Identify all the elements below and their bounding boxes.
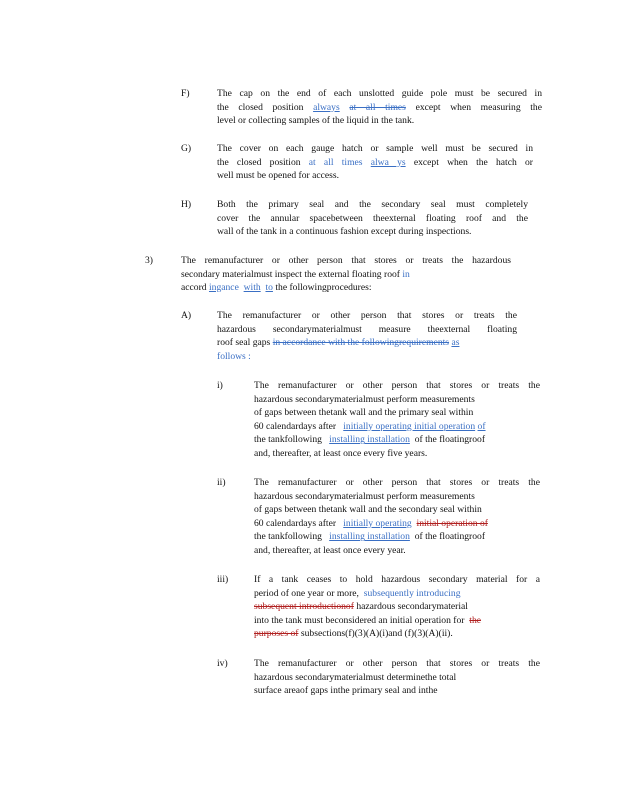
- item-label-iii: iii): [217, 574, 229, 585]
- paragraph-h-line-1: Both the primary seal and the secondary seal must completely: [217, 199, 528, 210]
- insertion: always: [313, 101, 340, 113]
- paragraph-3-line-2: secondary materialmust inspect the external floating roof in: [181, 268, 410, 280]
- insertion: to: [265, 282, 273, 294]
- paragraph-h-line-2: cover the annular spacebetween theexternal floating roof and the: [217, 212, 528, 224]
- deletion: purposes of: [254, 628, 299, 640]
- paragraph-h: [217, 198, 528, 239]
- paragraph-iii-line-4: into the tank must beconsidered an initial operation for the: [254, 614, 482, 626]
- paragraph-ii: [254, 476, 540, 558]
- paragraph-i: [254, 379, 540, 461]
- paragraph-a-line-2: hazardous secondarymaterialmust measure theexternal floating: [217, 323, 517, 335]
- paragraph-i-line-2: hazardous secondarymaterialmust perform measurements: [254, 393, 475, 405]
- paragraph-a-line-3: roof seal gaps in accordance with the followingrequirements as: [217, 337, 460, 349]
- item-label-g: G): [181, 143, 192, 154]
- deletion: initial operation of: [416, 517, 488, 529]
- insertion: in: [402, 268, 410, 280]
- insertion: installing installation: [329, 531, 410, 543]
- insertion: initially operating initial operation: [343, 420, 476, 432]
- deletion: at all times: [349, 101, 406, 113]
- paragraph-iii-line-2: period of one year or more, subsequently introducing: [254, 587, 461, 599]
- insertion: at all times: [308, 156, 363, 168]
- paragraph-g-line-1: The cover on each gauge hatch or sample well must be secured in: [217, 143, 533, 154]
- paragraph-iii: [254, 573, 540, 641]
- paragraph-g-line-3: well must be opened for access.: [217, 170, 340, 182]
- paragraph-g: [217, 142, 533, 183]
- paragraph-3: [181, 254, 511, 295]
- insertion: with: [243, 282, 261, 294]
- paragraph-iv: [254, 657, 540, 698]
- insertion: as: [451, 337, 460, 349]
- paragraph-i-line-6: and, thereafter, at least once every five years.: [254, 447, 428, 459]
- paragraph-a-line-4: follows :: [217, 350, 251, 362]
- paragraph-iv-line-3: surface areaof gaps inthe primary seal and inthe: [254, 685, 438, 697]
- deletion: subsequent introductionof: [254, 601, 354, 613]
- paragraph-i-line-1: The remanufacturer or other person that stores or treats the: [254, 380, 540, 391]
- deletion: in accordance with the followingrequirements: [272, 337, 450, 349]
- paragraph-a-line-1: The remanufacturer or other person that stores or treats the: [217, 310, 517, 321]
- insertion: alwa ys: [370, 156, 406, 168]
- insertion: subsequently introducing: [363, 587, 461, 599]
- paragraph-i-line-4: 60 calendardays after initially operating initial operation of: [254, 420, 486, 432]
- paragraph-i-line-3: of gaps between thetank wall and the primary seal within: [254, 407, 474, 419]
- insertion: ing: [208, 282, 222, 294]
- paragraph-ii-line-6: and, thereafter, at least once every year.: [254, 544, 406, 556]
- deletion: the: [469, 614, 482, 626]
- paragraph-ii-line-1: The remanufacturer or other person that stores or treats the: [254, 477, 540, 488]
- item-label-a: A): [181, 310, 192, 321]
- insertion: initially operating: [343, 517, 412, 529]
- item-label-f: F): [181, 88, 190, 99]
- paragraph-g-line-2: the closed position at all times alwa ys except when the hatch or: [217, 156, 533, 168]
- paragraph-a: [217, 309, 517, 363]
- paragraph-3-line-3: accord ingance with to the followingprocedures:: [181, 282, 372, 294]
- section-label-3: 3): [145, 255, 153, 266]
- paragraph-ii-line-3: of gaps between thetank wall and the secondary seal within: [254, 504, 482, 516]
- paragraph-f: [217, 87, 542, 128]
- paragraph-f-line-1: The cap on the end of each unslotted guide pole must be secured in: [217, 88, 542, 99]
- paragraph-iii-line-5: purposes of subsections(f)(3)(A)(i)and (f)(3)(A)(ii).: [254, 628, 453, 640]
- paragraph-3-line-1: The remanufacturer or other person that stores or treats the hazardous: [181, 255, 511, 266]
- item-label-h: H): [181, 199, 192, 210]
- item-label-ii: ii): [217, 477, 226, 488]
- item-label-iv: iv): [217, 658, 228, 669]
- paragraph-i-line-5: the tankfollowing installing installation of the floatingroof: [254, 434, 486, 446]
- paragraph-f-line-3: level or collecting samples of the liquid in the tank.: [217, 115, 415, 127]
- paragraph-iv-line-1: The remanufacturer or other person that stores or treats the: [254, 658, 540, 669]
- paragraph-h-line-3: wall of the tank in a continuous fashion except during inspections.: [217, 226, 472, 238]
- paragraph-ii-line-4: 60 calendardays after initially operating initial operation of: [254, 517, 488, 529]
- paragraph-f-line-2: the closed position always at all times except when measuring the: [217, 101, 542, 113]
- paragraph-iii-line-3: subsequent introductionof hazardous secondarymaterial: [254, 601, 468, 613]
- insertion: installing installation: [329, 434, 410, 446]
- paragraph-iii-line-1: If a tank ceases to hold hazardous secondary material for a: [254, 574, 540, 585]
- item-label-i: i): [217, 380, 223, 391]
- paragraph-iv-line-2: hazardous secondarymaterialmust determinethe total: [254, 671, 457, 683]
- paragraph-ii-line-2: hazardous secondarymaterialmust perform measurements: [254, 490, 475, 502]
- paragraph-ii-line-5: the tankfollowing installing installation of the floatingroof: [254, 531, 486, 543]
